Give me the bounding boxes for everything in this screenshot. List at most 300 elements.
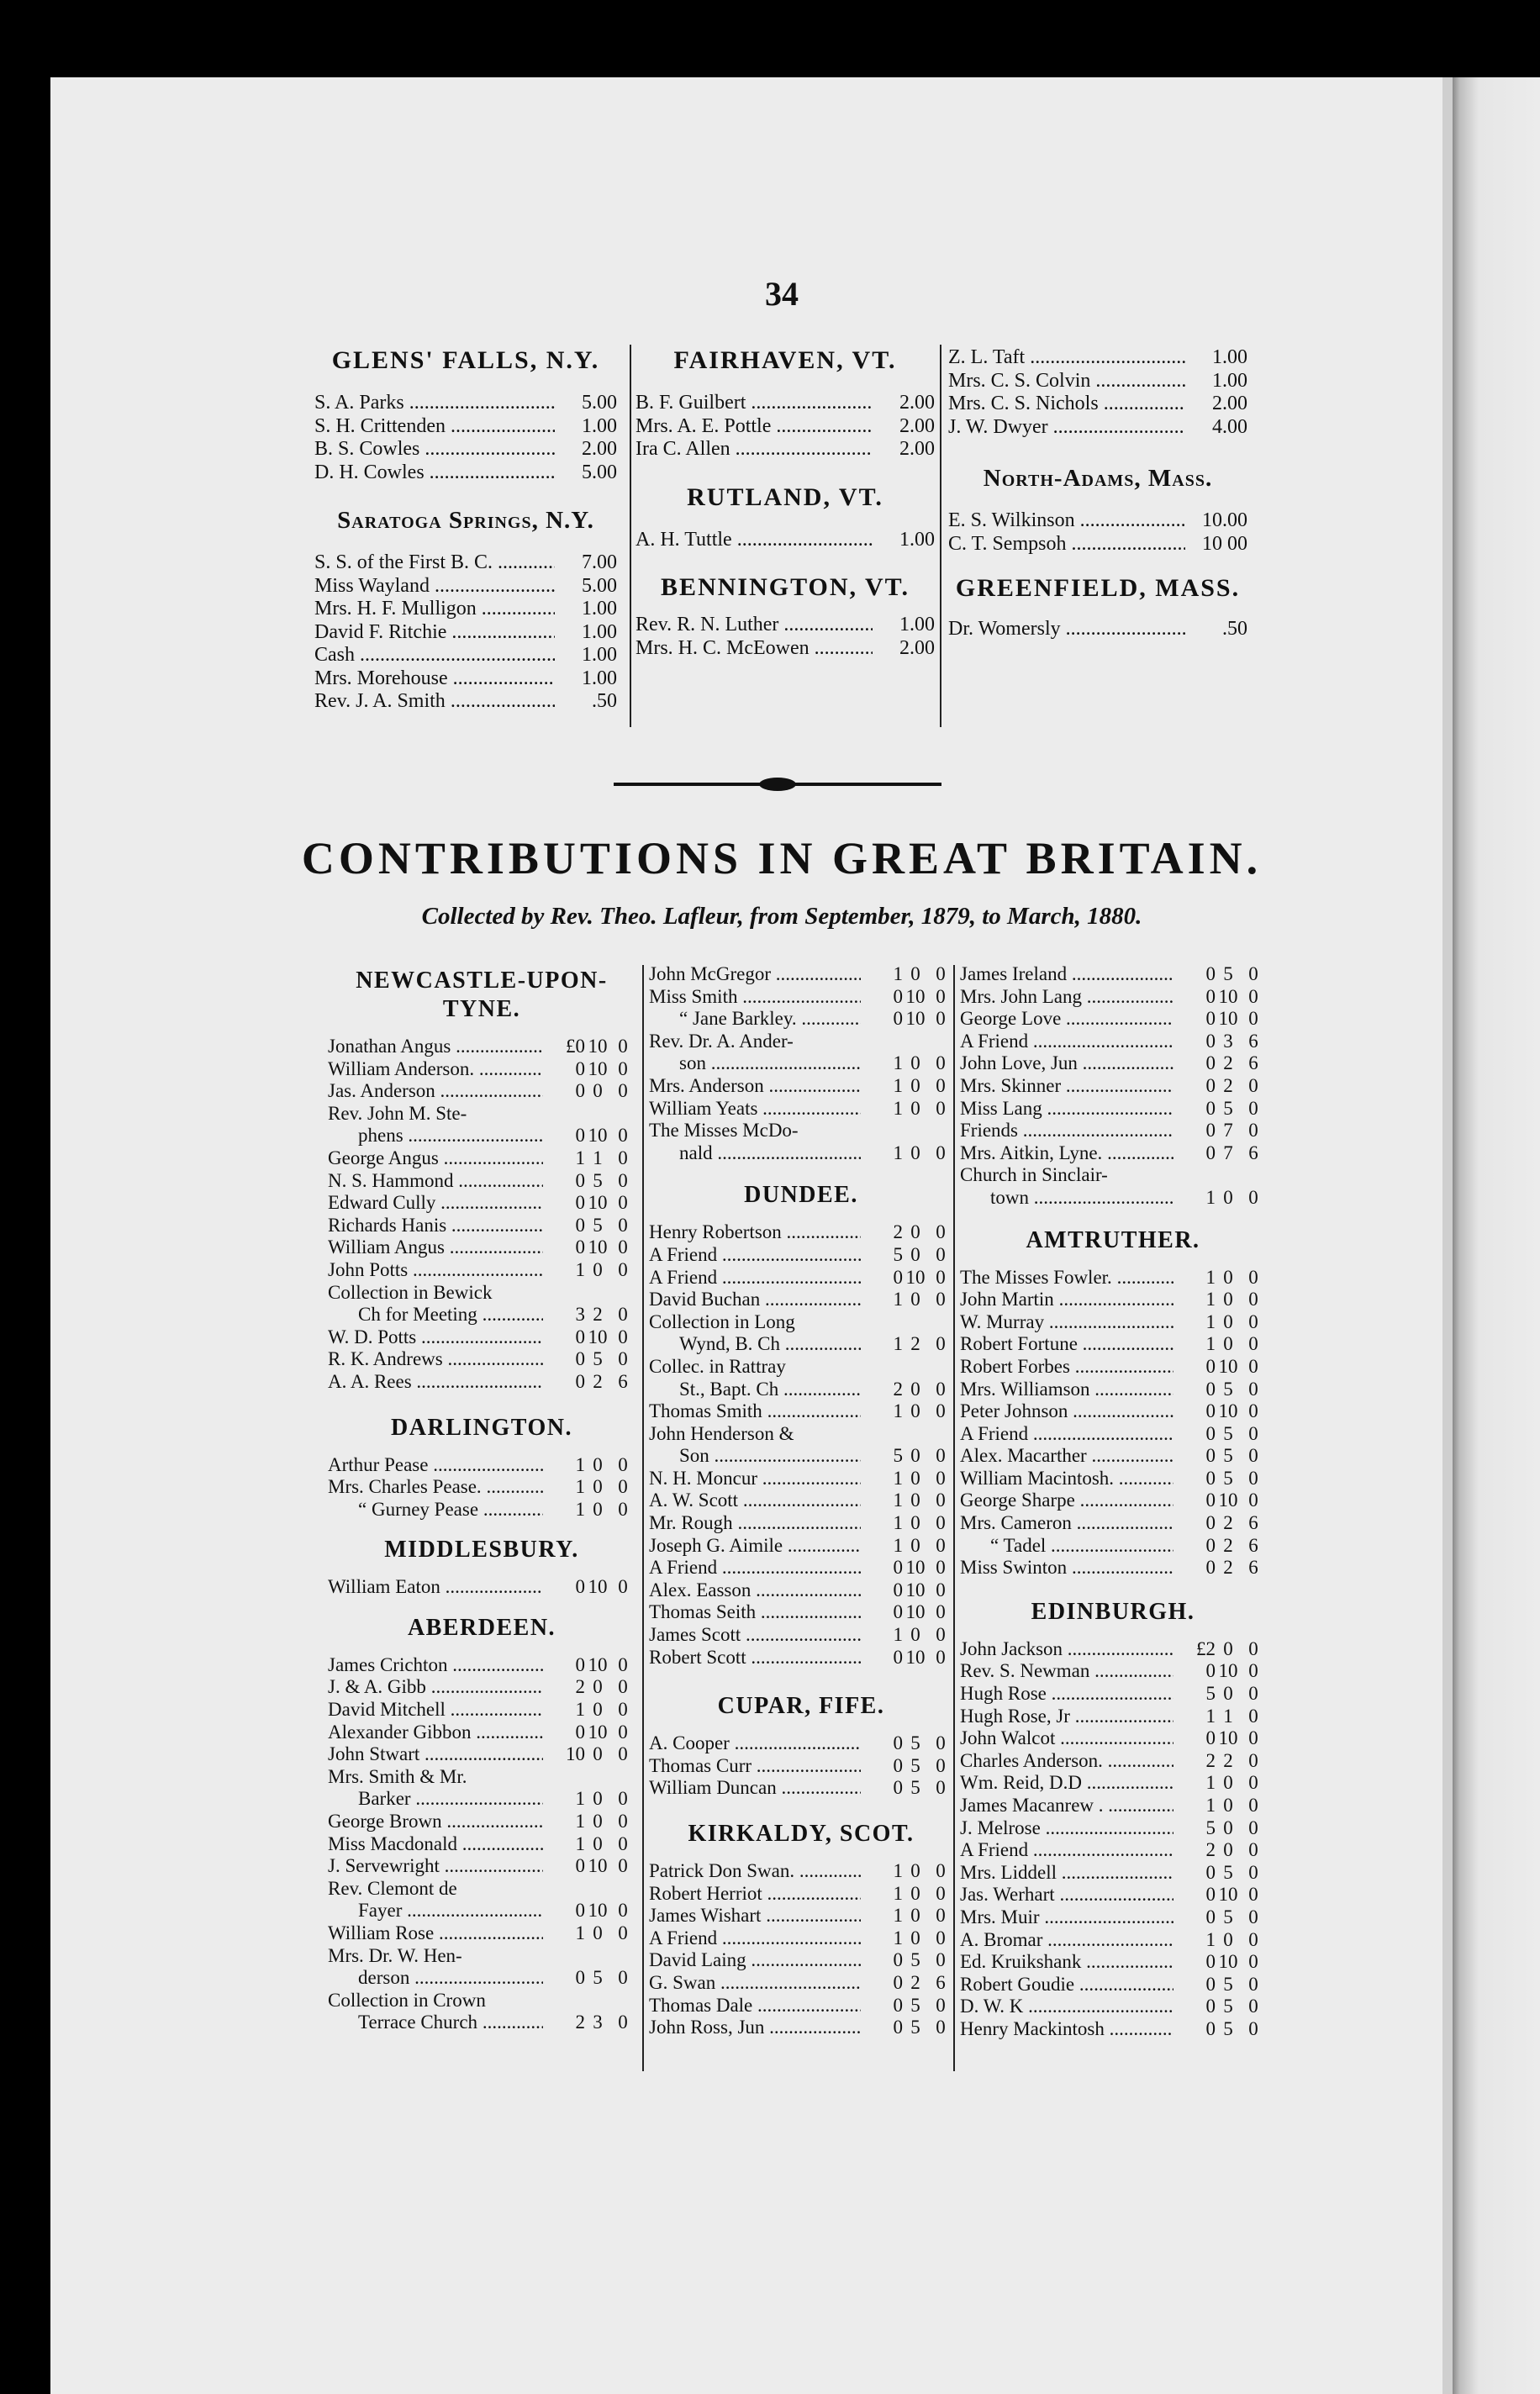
pounds-amount: 0 <box>543 1215 585 1237</box>
top-column-divider-2 <box>940 345 941 727</box>
contribution-row <box>328 1676 636 1699</box>
contributor-name: Mrs. Cameron ..... <box>960 1512 1173 1535</box>
pence-amount: 0 <box>610 1833 636 1856</box>
pence-amount: 0 <box>610 1722 636 1744</box>
contributor-name: Church in Sinclair- <box>960 1164 1108 1186</box>
section-heading: GLENS' FALLS, N.Y. <box>331 346 600 374</box>
contribution-row <box>328 1833 636 1856</box>
pence-amount: 6 <box>1241 1031 1266 1053</box>
contributor-name: Rev. Dr. A. Ander- <box>649 1030 794 1052</box>
contribution-row <box>960 1031 1266 1053</box>
contributor-name: Charles Anderson. ..... <box>960 1750 1173 1773</box>
pence-amount: 0 <box>1241 1817 1266 1840</box>
shillings-amount: 5 <box>903 1995 928 2017</box>
pence-amount: 0 <box>610 1147 636 1170</box>
pounds-amount: 1 <box>1173 1929 1216 1952</box>
shillings-amount: 0 <box>903 1883 928 1906</box>
contributor-name: George Love ..... <box>960 1008 1173 1031</box>
pounds-amount: 0 <box>1173 1423 1216 1446</box>
contributor-name: Mrs. Aitkin, Lyne. ..... <box>960 1142 1173 1165</box>
shillings-amount: 10 <box>1216 1660 1241 1683</box>
top-column-3 <box>948 346 1247 641</box>
contributor-name: S. H. Crittenden ..... <box>314 415 555 439</box>
contribution-row <box>328 1788 636 1811</box>
pence-amount: 0 <box>610 1215 636 1237</box>
shillings-amount: 0 <box>903 1098 928 1121</box>
shillings-amount: 5 <box>1216 1445 1241 1468</box>
contribution-row <box>649 1490 953 1512</box>
contributor-name: Rev. Clemont de <box>328 1877 457 1899</box>
shillings-amount: 10 <box>585 1125 610 1147</box>
contributor-name: Richards Hanis ..... <box>328 1215 543 1237</box>
contribution-row <box>314 690 617 714</box>
pence-amount: 0 <box>610 1576 636 1599</box>
contributor-name: Mrs. C. S. Nichols ..... <box>948 393 1185 416</box>
pence-amount: 0 <box>610 1499 636 1521</box>
pence-amount: 0 <box>1241 1683 1266 1706</box>
shillings-amount: 0 <box>903 1927 928 1950</box>
shillings-amount: 10 <box>903 1267 928 1289</box>
shillings-amount: 0 <box>903 1445 928 1468</box>
pence-amount: 6 <box>1241 1557 1266 1579</box>
shillings-amount: 10 <box>903 1008 928 1031</box>
pounds-amount: 0 <box>543 1058 585 1081</box>
pence-amount: 0 <box>928 2017 953 2039</box>
contribution-row <box>649 1557 953 1579</box>
pence-amount: 0 <box>1241 1929 1266 1952</box>
shillings-amount: 10 <box>903 1601 928 1624</box>
shillings-amount: 2 <box>1216 1512 1241 1535</box>
pounds-amount: 1 <box>861 1289 903 1311</box>
contribution-amount: 1.00 <box>1185 370 1247 393</box>
pence-amount: 0 <box>928 1579 953 1602</box>
contributor-name: N. H. Moncur ..... <box>649 1468 861 1490</box>
section-heading: GREENFIELD, MASS. <box>955 574 1241 602</box>
contribution-row <box>960 1817 1266 1840</box>
contributor-name: John McGregor ..... <box>649 963 861 986</box>
shillings-amount: 0 <box>1216 1839 1241 1862</box>
contribution-row <box>328 1699 636 1722</box>
contributor-name: Robert Forbes ..... <box>960 1356 1173 1379</box>
contribution-row <box>960 1379 1266 1401</box>
contribution-row <box>948 533 1247 556</box>
contribution-row <box>328 1348 636 1371</box>
pence-amount: 0 <box>928 1995 953 2017</box>
pence-amount: 0 <box>928 1379 953 1401</box>
section-heading: MIDDLESBURY. <box>384 1537 579 1563</box>
contributor-name: John Martin ..... <box>960 1289 1173 1311</box>
contributor-name: John Jackson ..... <box>960 1638 1173 1661</box>
pence-amount: 6 <box>1241 1142 1266 1165</box>
shillings-amount: 0 <box>1216 1795 1241 1817</box>
pounds-amount: 0 <box>861 1755 903 1778</box>
contributor-name: Jas. Anderson ..... <box>328 1080 543 1103</box>
pounds-amount: 0 <box>543 1654 585 1677</box>
contributor-name: Thomas Smith ..... <box>649 1400 861 1423</box>
shillings-amount: 1 <box>585 1147 610 1170</box>
contribution-amount: 4.00 <box>1185 416 1247 440</box>
pounds-amount: 1 <box>861 1512 903 1535</box>
gb-column-1 <box>328 963 636 2034</box>
pence-amount: 0 <box>610 1855 636 1878</box>
pounds-amount: 5 <box>1173 1683 1216 1706</box>
contribution-amount: 7.00 <box>555 551 617 575</box>
contributor-name: Mrs. Morehouse ..... <box>314 667 555 691</box>
pence-amount: 0 <box>928 1535 953 1558</box>
pounds-amount: 1 <box>861 1333 903 1356</box>
pounds-amount: 1 <box>861 1490 903 1512</box>
shillings-amount: 5 <box>585 1170 610 1193</box>
pence-amount: 0 <box>928 1883 953 1906</box>
pounds-amount: 0 <box>543 1900 585 1922</box>
contributor-name: John Potts ..... <box>328 1259 543 1282</box>
pence-amount: 0 <box>1241 1660 1266 1683</box>
contributor-name: Henry Mackintosh ..... <box>960 2018 1173 2041</box>
contribution-row <box>960 1535 1266 1558</box>
contributor-name: John Henderson & <box>649 1422 794 1444</box>
contribution-row <box>960 1727 1266 1750</box>
shillings-amount: 2 <box>903 1333 928 1356</box>
contribution-row <box>636 392 935 415</box>
pence-amount: 0 <box>928 986 953 1009</box>
section-heading: ABERDEEN. <box>407 1614 556 1641</box>
contributor-name: Peter Johnson ..... <box>960 1400 1173 1423</box>
pounds-amount: 0 <box>1173 1535 1216 1558</box>
pence-amount: 0 <box>610 1304 636 1326</box>
pounds-amount: 0 <box>1173 1974 1216 1996</box>
contributor-name: William Rose ..... <box>328 1922 543 1945</box>
pounds-amount: 0 <box>1173 1008 1216 1031</box>
contributor-name: A Friend ..... <box>960 1031 1173 1053</box>
contribution-row <box>960 963 1266 986</box>
pounds-amount: 0 <box>861 1557 903 1579</box>
contributor-name: A. A. Rees ..... <box>328 1371 543 1394</box>
contribution-row <box>960 1267 1266 1289</box>
contributor-name-line <box>328 1282 636 1305</box>
pence-amount: 0 <box>610 1654 636 1677</box>
pence-amount: 0 <box>1241 1075 1266 1098</box>
shillings-amount: 10 <box>585 1036 610 1058</box>
contributor-name: Alex. Macarther ..... <box>960 1445 1173 1468</box>
pounds-amount: £0 <box>543 1036 585 1058</box>
shillings-amount: 10 <box>585 1654 610 1677</box>
pounds-amount: 0 <box>1173 1951 1216 1974</box>
contributor-name: A. Bromar ..... <box>960 1929 1173 1952</box>
shillings-amount: 0 <box>903 1468 928 1490</box>
contributor-name: David Buchan ..... <box>649 1289 861 1311</box>
contribution-row <box>314 621 617 645</box>
contributor-name: Mrs. C. S. Colvin ..... <box>948 370 1185 393</box>
contributor-name: Rev. John M. Ste- <box>328 1102 467 1124</box>
contributor-name-line <box>328 1945 636 1968</box>
shillings-amount: 0 <box>1216 1929 1241 1952</box>
shillings-amount: 2 <box>903 1972 928 1995</box>
pounds-amount: 1 <box>861 1400 903 1423</box>
pence-amount: 0 <box>1241 1638 1266 1661</box>
shillings-amount: 5 <box>1216 963 1241 986</box>
contributor-name: town ..... <box>960 1187 1173 1210</box>
contribution-row <box>960 1311 1266 1334</box>
contribution-row <box>314 415 617 439</box>
shillings-amount: 0 <box>903 1075 928 1098</box>
pounds-amount: 1 <box>543 1699 585 1722</box>
contributor-name: “ Tadel ..... <box>960 1535 1173 1558</box>
pence-amount: 0 <box>928 1905 953 1927</box>
pence-amount: 0 <box>1241 1356 1266 1379</box>
pounds-amount: 0 <box>1173 1379 1216 1401</box>
contribution-row <box>960 1683 1266 1706</box>
pence-amount: 0 <box>928 1333 953 1356</box>
pounds-amount: 0 <box>861 1949 903 1972</box>
shillings-amount: 0 <box>585 1811 610 1833</box>
pounds-amount: 0 <box>543 1125 585 1147</box>
pence-amount: 0 <box>1241 1379 1266 1401</box>
contribution-amount: .50 <box>555 690 617 714</box>
contributor-name: D. W. K ..... <box>960 1996 1173 2018</box>
shillings-amount: 5 <box>1216 1906 1241 1929</box>
pounds-amount: 0 <box>1173 1052 1216 1075</box>
pounds-amount: 0 <box>1173 963 1216 986</box>
pence-amount: 0 <box>928 1468 953 1490</box>
shillings-amount: 5 <box>903 1949 928 1972</box>
shillings-amount: 0 <box>1216 1772 1241 1795</box>
contributor-name: Collection in Crown <box>328 1989 486 2011</box>
contribution-row <box>649 1379 953 1401</box>
pence-amount: 0 <box>1241 1727 1266 1750</box>
pounds-amount: 0 <box>861 2017 903 2039</box>
shillings-amount: 10 <box>903 1647 928 1669</box>
pounds-amount: 1 <box>1173 1289 1216 1311</box>
contributor-name: The Misses McDo- <box>649 1120 799 1142</box>
contributor-name: Ed. Kruikshank ..... <box>960 1951 1173 1974</box>
contributor-name: Collec. in Rattray <box>649 1355 786 1377</box>
contributor-name: S. A. Parks ..... <box>314 392 555 415</box>
pounds-amount: 1 <box>861 1142 903 1165</box>
pounds-amount: 0 <box>543 1326 585 1349</box>
contribution-row <box>649 1647 953 1669</box>
pence-amount: 0 <box>1241 986 1266 1009</box>
contribution-row <box>649 1927 953 1950</box>
shillings-amount: 10 <box>585 1192 610 1215</box>
contribution-row <box>649 2017 953 2039</box>
contribution-row <box>960 1795 1266 1817</box>
pence-amount: 0 <box>1241 1400 1266 1423</box>
pounds-amount: 2 <box>1173 1750 1216 1773</box>
contribution-row <box>960 1660 1266 1683</box>
contributor-name: A. H. Tuttle ..... <box>636 529 873 552</box>
shillings-amount: 5 <box>903 1755 928 1778</box>
pence-amount: 0 <box>610 1900 636 1922</box>
pounds-amount: 0 <box>1173 2018 1216 2041</box>
contribution-amount: 2.00 <box>555 438 617 461</box>
contribution-row <box>328 1170 636 1193</box>
contribution-row <box>314 438 617 461</box>
contributor-name: John Walcot ..... <box>960 1727 1173 1750</box>
contribution-row <box>314 392 617 415</box>
contribution-row <box>960 1557 1266 1579</box>
contribution-amount: 1.00 <box>873 614 935 637</box>
contribution-amount: 2.00 <box>873 438 935 461</box>
pounds-amount: 0 <box>1173 1862 1216 1885</box>
contribution-row <box>960 1906 1266 1929</box>
contributor-name: A. Cooper ..... <box>649 1732 861 1755</box>
shillings-amount: 0 <box>903 1142 928 1165</box>
pounds-amount: 0 <box>861 1579 903 1602</box>
contribution-row <box>328 1036 636 1058</box>
shillings-amount: 5 <box>1216 1423 1241 1446</box>
contributor-name: Robert Goudie ..... <box>960 1974 1173 1996</box>
page-number: 34 <box>765 275 799 313</box>
contributor-name: James Ireland ..... <box>960 963 1173 986</box>
pounds-amount: 1 <box>861 1905 903 1927</box>
pounds-amount: 1 <box>543 1147 585 1170</box>
pence-amount: 0 <box>1241 1750 1266 1773</box>
pounds-amount: 0 <box>861 1647 903 1669</box>
pounds-amount: 0 <box>1173 1906 1216 1929</box>
shillings-amount: 0 <box>1216 1683 1241 1706</box>
pence-amount: 0 <box>928 1512 953 1535</box>
contributor-name: Hugh Rose ..... <box>960 1683 1173 1706</box>
pounds-amount: 0 <box>861 1267 903 1289</box>
shillings-amount: 3 <box>1216 1031 1241 1053</box>
contributor-name: Edward Cully ..... <box>328 1192 543 1215</box>
contribution-row <box>328 1576 636 1599</box>
pence-amount: 0 <box>1241 1772 1266 1795</box>
pounds-amount: 0 <box>1173 1142 1216 1165</box>
pounds-amount: 0 <box>1173 1120 1216 1142</box>
pounds-amount: 1 <box>543 1454 585 1477</box>
pounds-amount: 0 <box>1173 1490 1216 1512</box>
contribution-row <box>328 1900 636 1922</box>
pounds-amount: 0 <box>1173 1512 1216 1535</box>
contribution-row <box>649 1777 953 1800</box>
contributor-name: John Love, Jun ..... <box>960 1052 1173 1075</box>
contribution-amount: 2.00 <box>873 392 935 415</box>
contributor-name-line <box>328 1766 636 1789</box>
contributor-name: Mrs. Liddell ..... <box>960 1862 1173 1885</box>
pounds-amount: 0 <box>1173 1660 1216 1683</box>
pounds-amount: 1 <box>1173 1706 1216 1728</box>
contribution-row <box>948 346 1247 370</box>
pence-amount: 0 <box>928 1647 953 1669</box>
pounds-amount: 0 <box>543 1967 585 1990</box>
shillings-amount: 1 <box>1216 1706 1241 1728</box>
contributor-name: Mrs. Charles Pease. ..... <box>328 1476 543 1499</box>
pence-amount: 0 <box>610 1237 636 1259</box>
contribution-amount: 2.00 <box>873 415 935 439</box>
pounds-amount: 1 <box>543 1259 585 1282</box>
pounds-amount: 1 <box>1173 1311 1216 1334</box>
pence-amount: 0 <box>1241 1311 1266 1334</box>
contributor-name: N. S. Hammond ..... <box>328 1170 543 1193</box>
section-heading: FAIRHAVEN, VT. <box>673 346 897 374</box>
contributor-name: James Wishart ..... <box>649 1905 861 1927</box>
shillings-amount: 0 <box>585 1922 610 1945</box>
contribution-row <box>960 1187 1266 1210</box>
pence-amount: 0 <box>1241 1267 1266 1289</box>
contribution-row <box>328 1967 636 1990</box>
shillings-amount: 10 <box>1216 1727 1241 1750</box>
contribution-row <box>649 1949 953 1972</box>
shillings-amount: 10 <box>1216 1951 1241 1974</box>
contribution-row <box>649 1601 953 1624</box>
pence-amount: 0 <box>1241 1862 1266 1885</box>
shillings-amount: 5 <box>903 1777 928 1800</box>
pounds-amount: 0 <box>861 1777 903 1800</box>
pounds-amount: 2 <box>861 1379 903 1401</box>
contribution-row <box>649 1624 953 1647</box>
pence-amount: 0 <box>1241 1706 1266 1728</box>
contributor-name: George Angus ..... <box>328 1147 543 1170</box>
shillings-amount: 10 <box>585 1058 610 1081</box>
shillings-amount: 2 <box>1216 1535 1241 1558</box>
shillings-amount: 5 <box>585 1215 610 1237</box>
contribution-row <box>960 1862 1266 1885</box>
contribution-row <box>960 1772 1266 1795</box>
contribution-row <box>649 1244 953 1267</box>
contribution-row <box>649 1535 953 1558</box>
contributor-name: James Crichton ..... <box>328 1654 543 1677</box>
contribution-row <box>960 1142 1266 1165</box>
contribution-row <box>649 1512 953 1535</box>
shillings-amount: 0 <box>1216 1638 1241 1661</box>
contributor-name: B. S. Cowles ..... <box>314 438 555 461</box>
contribution-row <box>960 1423 1266 1446</box>
contributor-name: Arthur Pease ..... <box>328 1454 543 1477</box>
contributor-name: Henry Robertson ..... <box>649 1221 861 1244</box>
contribution-row <box>328 1326 636 1349</box>
contributor-name: James Scott ..... <box>649 1624 861 1647</box>
contribution-row <box>328 1147 636 1170</box>
contributor-name: St., Bapt. Ch ..... <box>649 1379 861 1401</box>
pence-amount: 0 <box>928 1777 953 1800</box>
pounds-amount: 0 <box>861 1601 903 1624</box>
pounds-amount: 1 <box>861 1860 903 1883</box>
shillings-amount: 10 <box>903 1557 928 1579</box>
pence-amount: 0 <box>610 1348 636 1371</box>
contributor-name: Ch for Meeting ..... <box>328 1304 543 1326</box>
shillings-amount: 7 <box>1216 1142 1241 1165</box>
contributor-name: Miss Smith ..... <box>649 986 861 1009</box>
contributor-name: Patrick Don Swan. ..... <box>649 1860 861 1883</box>
contribution-row <box>649 963 953 986</box>
contributor-name: John Ross, Jun ..... <box>649 2017 861 2039</box>
contributor-name: Alexander Gibbon ..... <box>328 1722 543 1744</box>
main-title: CONTRIBUTIONS IN GREAT BRITAIN. <box>301 833 1263 883</box>
contribution-row <box>948 393 1247 416</box>
subtitle: Collected by Rev. Theo. Lafleur, from September, 1879, to March, 1880. <box>421 903 1142 930</box>
contribution-row <box>636 415 935 439</box>
pounds-amount: 0 <box>1173 1098 1216 1121</box>
contributor-name: David Laing ..... <box>649 1949 861 1972</box>
shillings-amount: 10 <box>585 1722 610 1744</box>
contributor-name: Miss Lang ..... <box>960 1098 1173 1121</box>
pence-amount: 6 <box>928 1972 953 1995</box>
contributor-name: Ira C. Allen ..... <box>636 438 873 461</box>
contribution-row <box>960 1468 1266 1490</box>
contribution-row <box>328 2012 636 2034</box>
contribution-row <box>649 1400 953 1423</box>
section-heading: EDINBURGH. <box>1031 1598 1195 1625</box>
shillings-amount: 10 <box>585 1900 610 1922</box>
contribution-amount: 10 00 <box>1185 533 1247 556</box>
contribution-row <box>636 438 935 461</box>
contribution-row <box>960 1120 1266 1142</box>
contributor-name: A Friend ..... <box>649 1557 861 1579</box>
contribution-row <box>649 1221 953 1244</box>
shillings-amount: 0 <box>585 1499 610 1521</box>
section-heading: CUPAR, FIFE. <box>717 1693 885 1720</box>
